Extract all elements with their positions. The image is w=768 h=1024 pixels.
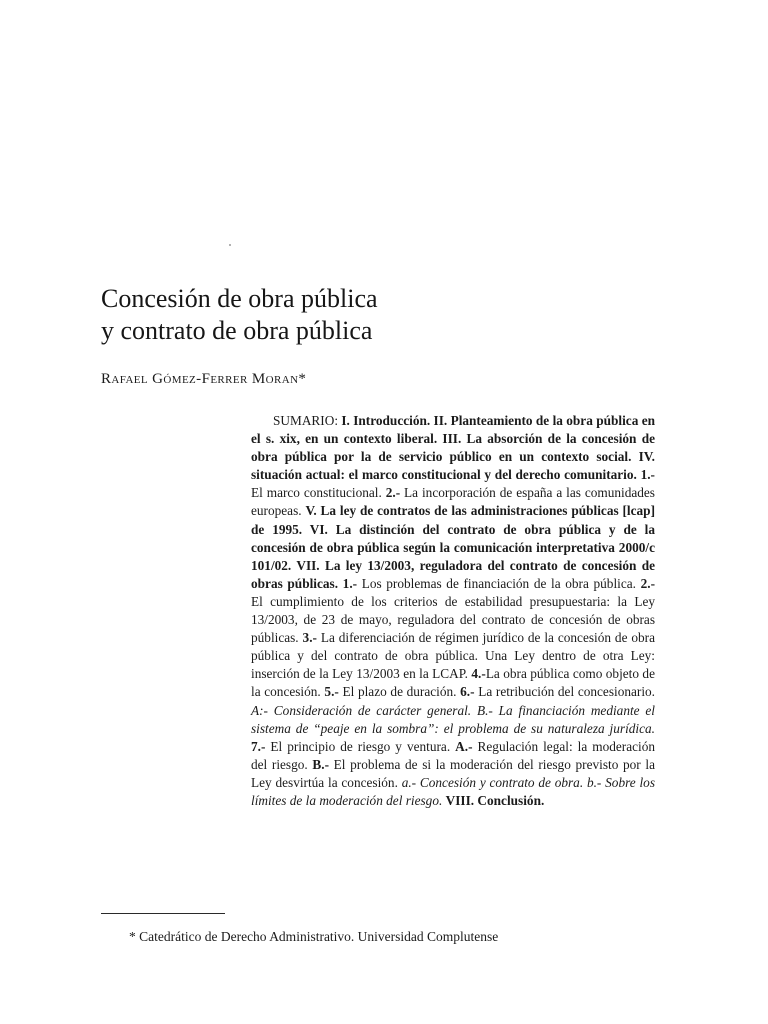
summary-text: El cumplimiento de los criterios de estabilidad presupuestaria: la Ley 13/2003, de 23 de mayo, reguladora del contrato de concesión de obras públicas. [251, 593, 655, 646]
footnote-text: * Catedrático de Derecho Administrativo. Universidad Complutense [129, 929, 499, 944]
summary-italic: a.- Concesión y contrato de obra. b.- Sobre los límites de la moderación del riesgo. [251, 774, 655, 808]
summary-italic: A:- Consideración de carácter general. B.- La financiación mediante el sistema de “peaje en la sombra”: el problema de su naturaleza jurídica. [251, 702, 655, 736]
summary-bold: 3.- [302, 630, 317, 646]
summary-bold: A.- [455, 738, 473, 754]
summary-text: Regulación legal: la moderación del riesgo. [251, 738, 656, 772]
summary-bold: 5.- [324, 684, 339, 700]
summary-text: La obra pública como objeto de la concesión. [251, 666, 655, 700]
summary-label: SUMARIO: [273, 413, 342, 428]
summary-bold: 4.- [471, 666, 486, 682]
footnote-rule [101, 913, 225, 914]
summary-bold: 2.- [640, 575, 656, 591]
summary-text: El principio de riesgo y ventura. [265, 738, 456, 754]
summary-text: La incorporación de españa a las comunidades europeas. [251, 485, 655, 519]
summary-paragraph [251, 412, 655, 810]
summary-text: La retribución del concesionario. [474, 684, 655, 700]
summary-block [251, 412, 655, 810]
summary-text: El plazo de duración. [338, 684, 461, 700]
summary-text: El problema de si la moderación del riesgo previsto por la Ley desvirtúa la concesión. [251, 756, 655, 790]
summary-text: El marco constitucional. [251, 485, 386, 501]
summary-bold: 2.- [385, 485, 401, 501]
scan-speck [229, 244, 231, 246]
title-line-1: Concesión de obra pública [101, 284, 378, 313]
summary-text: Los problemas de financiación de la obra pública. [357, 575, 641, 591]
summary-bold: B.- [312, 756, 330, 772]
summary-bold: V. La ley de contratos de las administraciones públicas [lcap] de 1995. VI. La distinción del contrato de obra pública y de la concesión de obra pública según la comunicación interpretativa 2000/c 101/02. VII. La ley 13/2003, reguladora del contrato de concesión de obras públicas. [251, 503, 655, 591]
summary-bold: I. Introducción. II. Planteamiento de la obra pública en el s. xix, en un contexto liberal. III. La absorción de la concesión de obra pública por la de servicio público en un contexto social. IV. situación actual: el marco constitucional y del derecho comunitario. 1.- [251, 413, 655, 483]
article-title [101, 283, 661, 347]
author-name: Rafael Gómez-Ferrer Moran* [101, 371, 307, 387]
summary-bold: VIII. Conclusión. [445, 792, 545, 808]
summary-bold: 6.- [460, 684, 475, 700]
summary-bold: 1.- [342, 575, 358, 591]
summary-bold: 7.- [251, 738, 266, 754]
title-line-2: y contrato de obra pública [101, 316, 373, 345]
summary-text: La diferenciación de régimen jurídico de la concesión de obra pública y del contrato de obra pública. Una Ley dentro de otra Ley: inserción de la Ley 13/2003 en la LCAP. [251, 630, 655, 682]
